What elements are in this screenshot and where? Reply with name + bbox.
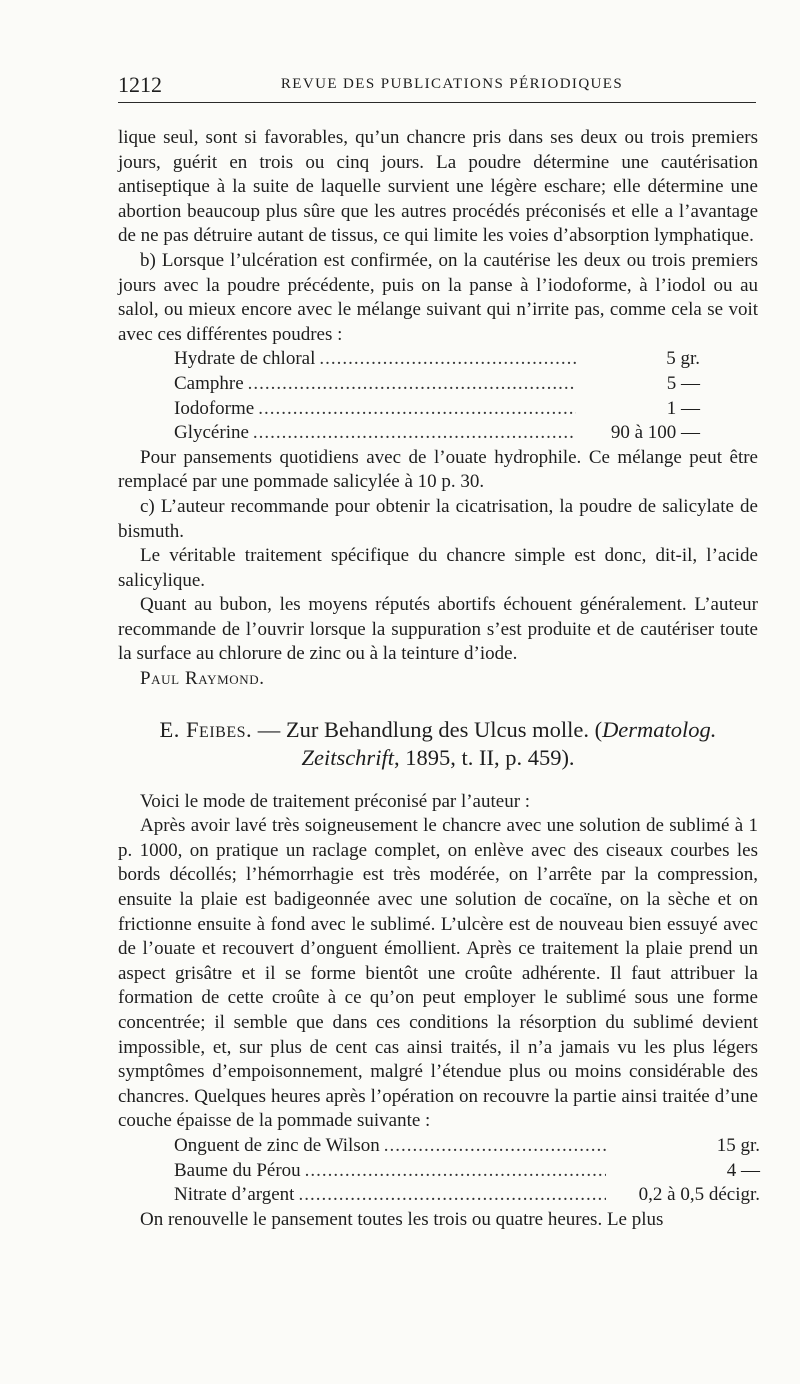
recipe-list (174, 1134, 760, 1208)
paragraph: Voici le mode de traitement préconisé par l’auteur : (140, 790, 531, 812)
running-title: REVUE DES PUBLICATIONS PÉRIODIQUES (280, 76, 624, 92)
ingredient-name: Hydrate de chloral (174, 348, 316, 370)
ingredient-name: Baume du Pérou (174, 1159, 301, 1181)
ingredient-quantity: 4 — (726, 1159, 760, 1181)
paragraph: c) L’auteur recommande pour obtenir la cicatrisation, la poudre de salicylate de bismuth. (118, 495, 758, 542)
recipe-row (174, 1183, 760, 1208)
paragraph: b) Lorsque l’ulcération est confirmée, on la cautérise les deux ou trois premiers jours avec la poudre précédente, puis on la panse à l’iodoforme, à l’iodol ou au salol, ou mieux encore avec le mélange suivant qui n’irrite pas, comme cela se voit avec ces différentes poudres : (118, 249, 758, 345)
paragraph: Le véritable traitement spécifique du chancre simple est donc, dit-il, l’acide salicylique. (118, 545, 758, 591)
recipe-row (174, 1159, 760, 1184)
paragraph: Quant au bubon, les moyens réputés abortifs échouent généralement. L’auteur recommande de l’ouvrir lorsque la suppuration s’est produite et de cautériser toute la surface au chlorure de zinc ou à la teinture d’iode. (118, 594, 758, 665)
recipe-row (174, 1134, 760, 1159)
author-signature: Paul Raymond. (140, 668, 265, 690)
article-heading (118, 716, 758, 772)
recipe-row (174, 347, 700, 372)
ingredient-name: Nitrate d’argent (174, 1184, 295, 1206)
ingredient-quantity: 1 — (666, 397, 700, 419)
article-title: Zur Behandlung des Ulcus molle. ( (285, 716, 603, 742)
leader-dots (258, 397, 576, 422)
paragraph: lique seul, sont si favorables, qu’un chancre pris dans ses deux ou trois premiers jours, guérit en trois ou cinq jours. La poudre détermine une cautérisation antiseptique à la suite de laquelle survient une légère eschare; elle détermine une abortion beaucoup plus sûre que les autres procédés préconisés et elle a l’avantage de ne pas détruire autant de tissus, ce qui limite les voies d’absorption lymphatique. (118, 127, 758, 247)
ingredient-quantity: 5 gr. (666, 348, 700, 370)
leader-dots (298, 1183, 606, 1208)
article-author: E. Feibes. (159, 716, 253, 742)
paragraph: On renouvelle le pansement toutes les trois ou quatre heures. Le plus (140, 1208, 664, 1230)
leader-dots (319, 347, 576, 372)
ingredient-name: Onguent de zinc de Wilson (174, 1134, 380, 1156)
recipe-list (174, 347, 700, 445)
recipe-row (174, 421, 700, 446)
ingredient-name: Iodoforme (174, 397, 255, 419)
paragraph: Après avoir lavé très soigneusement le chancre avec une solution de sublimé à 1 p. 1000, on pratique un raclage complet, on enlève avec des ciseaux courbes les bords décollés; l’hémorrhagie est très modérée, on l’arrête par la compression, ensuite la plaie est badigeonnée avec une solution de cocaïne, on la sèche et on frictionne ensuite à fond avec le sublimé. L’ulcère est de nouveau bien essuyé avec de l’ouate et recouvert d’onguent émollient. Après ce traitement la plaie prend un aspect grisâtre et il se forme bientôt une croûte adhérente. Il faut attribuer la formation de cette croûte à ce qu’on peut employer le sublimé sous une forme concentrée; il semble que dans ces conditions la résorption du sublimé devient impossible, et, sur plus de cent cas ainsi traités, il n’a jamais vu les plus légers symptômes d’empoisonnement, malgré l’étendue plus ou moins considérable des chancres. Quelques heures après l’opération on recouvre la partie ainsi traitée d’une couche épaisse de la pommade suivante : (118, 815, 758, 1132)
article-citation: , 1895, t. II, p. 459). (393, 744, 575, 770)
journal-name: Dermatolog. Zeitschrift (301, 716, 717, 770)
leader-dots (248, 372, 576, 397)
paragraph: Pour pansements quotidiens avec de l’ouate hydrophile. Ce mélange peut être remplacé par une pommade salicylée à 10 p. 30. (118, 446, 758, 493)
ingredient-quantity: 0,2 à 0,5 décigr. (638, 1184, 760, 1206)
title-dash: — (252, 716, 286, 742)
leader-dots (253, 421, 576, 446)
ingredient-quantity: 5 — (666, 372, 700, 394)
leader-dots (305, 1159, 606, 1184)
page-number: 1212 (118, 72, 162, 97)
ingredient-name: Glycérine (174, 422, 249, 444)
recipe-row (174, 372, 700, 397)
leader-dots (384, 1134, 606, 1159)
recipe-row (174, 397, 700, 422)
body-text (118, 126, 758, 1232)
page-header (118, 72, 756, 103)
ingredient-name: Camphre (174, 372, 244, 394)
ingredient-quantity: 15 gr. (716, 1134, 760, 1156)
ingredient-quantity: 90 à 100 — (610, 422, 700, 444)
